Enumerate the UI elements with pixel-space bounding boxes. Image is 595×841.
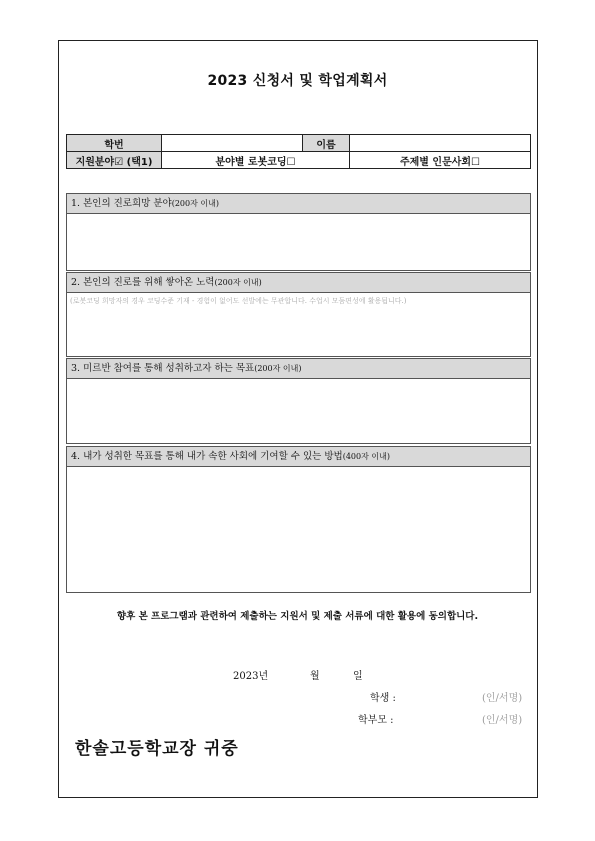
section-1-answer[interactable] (67, 214, 530, 270)
form-title: 2023 신청서 및 학업계획서 (207, 73, 388, 89)
field-label: 지원분야☑ (택1) (67, 152, 162, 169)
name-label: 이름 (303, 135, 350, 152)
section-1 (66, 193, 531, 271)
section-4 (66, 446, 531, 593)
section-3-header: 3. 미르반 참여를 통해 성취하고자 하는 목표(200자 이내) (67, 359, 530, 379)
student-id-label: 학번 (67, 135, 162, 152)
parent-signature-mark[interactable]: (인/서명) (482, 715, 523, 726)
section-3-answer[interactable] (67, 379, 530, 443)
section-1-header: 1. 본인의 진로희망 분야(200자 이내) (67, 194, 530, 214)
consent-statement: 향후 본 프로그램과 관련하여 제출하는 지원서 및 제출 서류에 대한 활용에 동의합니다. (116, 611, 479, 622)
name-field[interactable] (350, 135, 531, 152)
addressee: 한솔고등학교장 귀중 (75, 739, 239, 759)
student-signature-mark[interactable]: (인/서명) (482, 693, 523, 704)
parent-signature-label: 학부모 : (358, 715, 394, 726)
date-day: 일 (353, 671, 363, 682)
date-month: 월 (310, 671, 320, 682)
applicant-info-table (66, 134, 531, 169)
section-4-answer[interactable] (67, 467, 530, 592)
section-3 (66, 358, 531, 444)
section-2-header: 2. 본인의 진로를 위해 쌓아온 노력(200자 이내) (67, 273, 530, 293)
option-robot-coding[interactable]: 분야별 로봇코딩☐ (162, 152, 350, 169)
option-humanities-society[interactable]: 주제별 인문사회☐ (350, 152, 531, 169)
section-2 (66, 272, 531, 357)
section-2-note: (로봇코딩 희망자의 경우 코딩수준 기재 - 경험이 없어도 선발에는 무관합니다. 수업시 모둠편성에 활용됩니다.) (70, 297, 407, 305)
student-id-field[interactable] (162, 135, 303, 152)
student-signature-label: 학생 : (370, 693, 396, 704)
section-4-header: 4. 내가 성취한 목표를 통해 내가 속한 사회에 기여할 수 있는 방법(400자 이내) (67, 447, 530, 467)
date-year: 2023년 (233, 671, 269, 682)
